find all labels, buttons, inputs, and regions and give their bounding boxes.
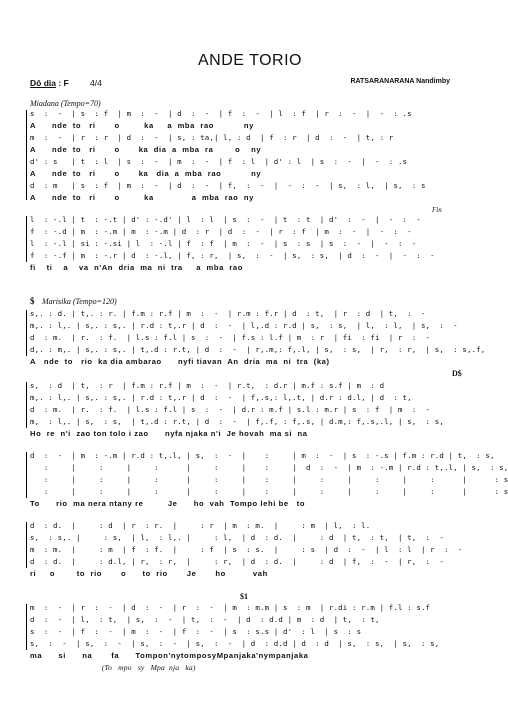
tenor-notes: : | : | : | : | : | : | : | : | : s <box>30 475 508 484</box>
time-signature: 4/4 <box>90 78 102 88</box>
bass-notes: : | : | : | : | : | : | : | : | : s <box>30 487 508 496</box>
tenor-notes: d : m. | r. : f. | l.s : f.l | s : - | f.s : l.f | m : r | fi : fi | r : - <box>30 333 431 342</box>
lyrics-line: To rio ma nera ntany re Je ho vah Tompo lehi be to <box>30 499 306 508</box>
segno-sign: $ <box>30 296 35 306</box>
alto-notes: m,. : l,. | s,. : s,. | r.d : t,.r | d : - | l,.d : r.d | s, : s, | l, : l, | s, : - <box>30 321 458 330</box>
lyrics-line: A nde to ri o ka dia a mba rao ny <box>30 169 262 178</box>
alto-notes: m,. : l,. | s,. : s,. | r.d : t,.r | d : - | f,.s,: l,.t, | d.r : d.l, | d : t, <box>30 393 412 402</box>
soprano-notes: l : -.l | t : -.t | d' : -.d' | l : l | s : - | t : t | d' : - | - : - <box>30 215 421 224</box>
key-value: : F <box>58 78 69 88</box>
segno-one-marker: $1 <box>240 592 248 601</box>
alto-notes: f : -.d | m : -.m | m : -.m | d : r | d : - | r : f | m : - | - : - <box>30 227 412 236</box>
song-title: ANDE TORIO <box>198 52 302 69</box>
alto-notes: s, : s,. | : s, | l, : l,. | : l, | d : d. | : d | t, : t, | t, : - <box>30 533 444 542</box>
bass-notes: m, : l,. | s, : s, | t,.d : r.t, | d : - | f,.f, : f,.s, | d.m,: f,.s,.l, | s, : s, <box>30 417 444 426</box>
tempo-marking-2: Marisika (Tempo=120) <box>42 297 117 306</box>
soprano-notes: s, : d | t, : r | f.m : r.f | m : - | r.t, : d.r | m.f : s.f | m : d <box>30 381 385 390</box>
soprano-notes: d : - | m : -.m | r.d : t,.l, | s, : - | : | m : - | s : -.s | f.m : r.d | t, : s, <box>30 451 495 460</box>
lyrics-line: ma si na fa Tompon'nytomposyMpanjaka'nympanjaka <box>30 651 309 660</box>
bass-notes: s, : - | s, : - | s, : - | s, : - | d : d.d | d : d | s, : s, | s, : s, <box>30 639 440 648</box>
lyrics-line: A nde to ri o ka a mba rao ny <box>30 193 254 202</box>
alto-notes: m : - | r : r | d : - | s, : ta,| l, : d | f : r | d : - | t, : r <box>30 133 394 142</box>
composer-name: RATSARANARANA Nandimby <box>350 78 450 85</box>
lyrics-line: Ho re n'i zao ton tolo i zao nyfa njaka n'i Je hovah ma si na <box>30 429 308 438</box>
dal-segno-marker: D$ <box>452 369 462 378</box>
lyrics-line: A nde to ri o ka a mba rao ny <box>30 121 254 130</box>
tempo-marking-1: Miadana (Tempo=70) <box>30 99 101 108</box>
tenor-notes: l : -.l | si : -.si | l : -.l | f : f | m : - | s : s | s : - | - : - <box>30 239 417 248</box>
lyrics-line: fi ti a va n'An dria ma ni tra a mba rao <box>30 263 243 272</box>
bass-notes: d,. : m,. | s,. : s,. | t,.d : r.t, | d : - | r,.m,: f,.l, | s, : s, | r, : r, | s, : s,.f, <box>30 345 486 354</box>
lyrics-line-secondary: (To mpo sy Mpa nja ka) <box>30 663 196 672</box>
bass-notes: d : d. | : d.l, | r, : r, | : r, | d : d. | : d | f, : - | r, : - <box>30 557 444 566</box>
soprano-notes: m : - | r : - | d : - | r : - | m : m.m | s : m | r.di : r.m | f.l : s.f <box>30 603 431 612</box>
soprano-notes: s : - | s : f | m : - | d : - | f : - | l : f | r : - | - : .s <box>30 109 412 118</box>
key-signature <box>30 78 69 88</box>
key-label: Dô dia <box>30 78 56 88</box>
bass-notes: f : -.f | m : -.r | d : -.l, | f, : r, | s, : - | s, : s, | d : - | - : - <box>30 251 435 260</box>
tenor-notes: d : m. | r. : f. | l.s : f.l | s : - | d.r : m.f | s.l : m.r | s : f | m : - <box>30 405 431 414</box>
alto-notes: d : - | l, : t, | s, : - | t, : - | d : d.d | m : d | t, : t, <box>30 615 380 624</box>
lyrics-line: A nde to rio ka dia ambarao nyfi tiavan An dria ma ni tra (ka) <box>30 357 330 366</box>
tenor-notes: m : m. | : m | f : f. | : f | s : s. | : s | d : - | l : l | r : - <box>30 545 463 554</box>
soprano-notes: s,. : d. | t,. : r. | f.m : r.f | m : - | r.m : f.r | d : t, | r : d | t, : - <box>30 309 426 318</box>
soprano-notes: d : d. | : d | r : r. | : r | m : m. | : m | l, : l. <box>30 521 371 530</box>
bass-notes: d : m | s : f | m : - | d : - | f, : - | - : - | s, : l, | s, : s <box>30 181 426 190</box>
lyrics-line: ri o to rio o to rio Je ho vah <box>30 569 268 578</box>
tenor-notes: s : - | f : - | m : - | f : - | s : s.s | d' : l | s : s <box>30 627 362 636</box>
fin-marker: Fin <box>432 206 442 214</box>
lyrics-line: A nde to ri o ka dia a mba ra o ny <box>30 145 262 154</box>
tenor-notes: d' : s | t : l | s : - | m : - | f : l | d' : l | s : - | - : .s <box>30 157 408 166</box>
alto-notes: : | : | : | : | : | d : - | m : -.m | r.d : t,.l, | s, : s, <box>30 463 508 472</box>
